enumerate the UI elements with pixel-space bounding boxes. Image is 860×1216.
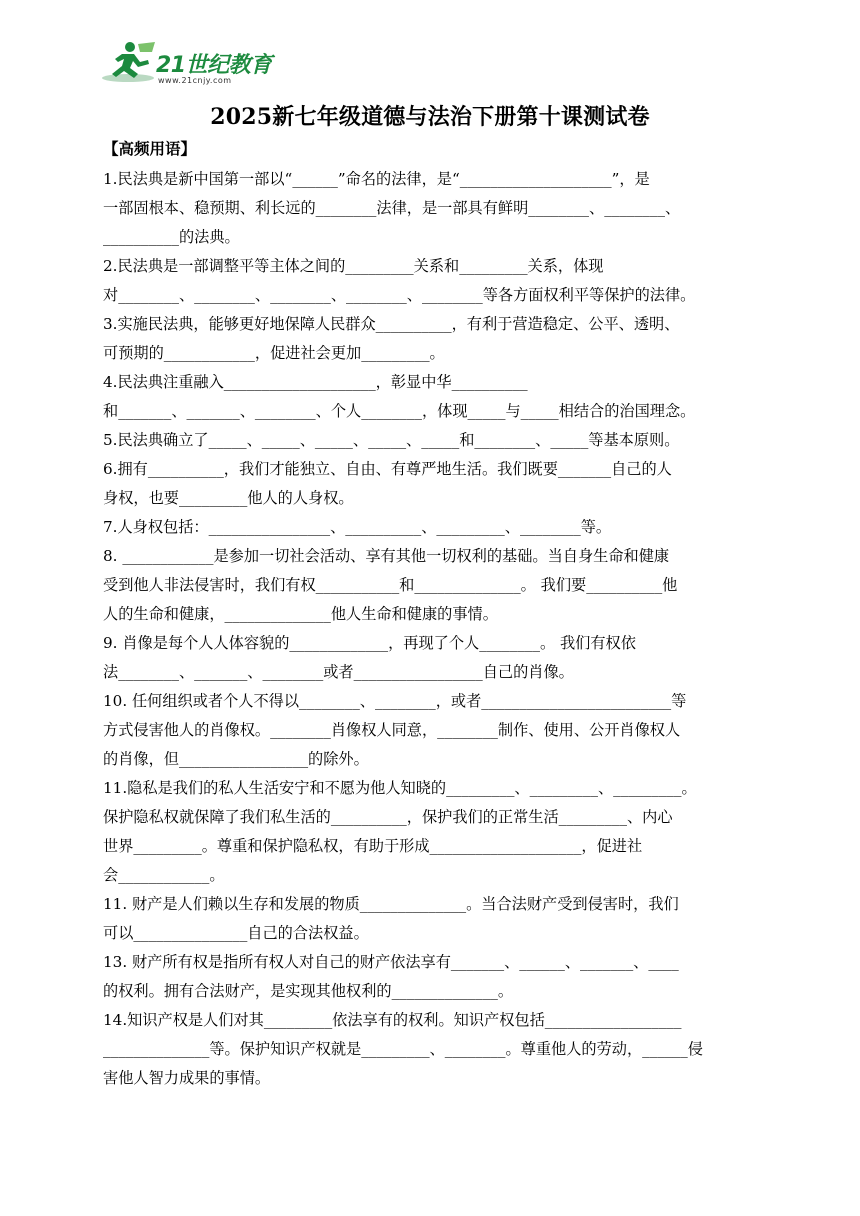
text-line: 8. ____________是参加一切社会活动、享有其他一切权利的基础。当自身生命和健康 [103,547,670,565]
section-label: 【高频用语】 [103,139,197,158]
text-line: 对________、________、________、________、________等各方面权利平等保护的法律。 [103,286,696,304]
text-line: 2.民法典是一部调整平等主体之间的_________关系和_________关系，体现 [103,257,604,275]
text-line: 的肖像，但_________________的除外。 [103,750,369,768]
question-list [103,165,759,1093]
text-line: 方式侵害他人的肖像权。________肖像权人同意，________制作、使用、公开肖像权人 [103,721,681,739]
text-line: __________的法典。 [103,228,240,246]
text-line: 1.民法典是新中国第一部以“______”命名的法律，是“____________________”，是 [103,170,650,188]
text-line: 人的生命和健康，______________他人生命和健康的事情。 [103,605,498,623]
text-line: 害他人智力成果的事情。 [103,1069,271,1087]
logo-url: www.21cnjy.com [158,76,232,85]
text-line: 可预期的____________，促进社会更加_________。 [103,344,445,362]
text-line: 7.人身权包括：________________、__________、_________、________等。 [103,518,612,536]
text-line: 和_______、_______、________、个人________，体现_____与_____相结合的治国理念。 [103,402,696,420]
text-line: 6.拥有__________，我们才能独立、自由、有尊严地生活。我们既要_______自己的人 [103,460,672,478]
text-line: 身权，也要_________他人的人身权。 [103,489,354,507]
text-line: 保护隐私权就保障了我们私生活的__________，保护我们的正常生活_________、内心 [103,808,673,826]
text-line: 一部固根本、稳预期、利长远的________法律，是一部具有鲜明________、________、 [103,199,681,217]
text-line: 的权利。拥有合法财产，是实现其他权利的______________。 [103,982,514,1000]
text-line: 会____________。 [103,866,225,884]
text-line: ______________等。保护知识产权就是_________、________。尊重他人的劳动，______侵 [103,1040,703,1058]
runner-logo-icon [100,40,160,86]
text-line: 3.实施民法典，能够更好地保障人民群众__________，有利于营造稳定、公平、透明、 [103,315,680,333]
text-line: 11. 财产是人们赖以生存和发展的物质______________。当合法财产受到侵害时，我们 [103,895,679,913]
text-line: 4.民法典注重融入____________________，彰显中华__________ [103,373,528,391]
text-line: 11.隐私是我们的私人生活安宁和不愿为他人知晓的_________、_________、_________。 [103,779,697,797]
text-line: 受到他人非法侵害时，我们有权___________和______________。 我们要__________他 [103,576,678,594]
text-line: 世界_________。尊重和保护隐私权，有助于形成____________________，促进社 [103,837,643,855]
logo-name: 21世纪教育 [156,53,272,78]
text-line: 10. 任何组织或者个人不得以________、________，或者_________________________等 [103,692,687,710]
text-line: 14.知识产权是人们对其_________依法享有的权利。知识产权包括__________________ [103,1011,682,1029]
text-line: 法________、_______、________或者_________________自己的肖像。 [103,663,574,681]
logo [100,40,270,90]
text-line: 可以_______________自己的合法权益。 [103,924,369,942]
text-line: 13. 财产所有权是指所有权人对自己的财产依法享有_______、______、_______、____ [103,953,679,971]
text-line: 9. 肖像是每个人人体容貌的_____________，再现了个人________。 我们有权依 [103,634,636,652]
page-title: 2025新七年级道德与法治下册第十课测试卷 [210,104,650,130]
text-line: 5.民法典确立了_____、_____、_____、_____、_____和________、_____等基本原则。 [103,431,680,449]
